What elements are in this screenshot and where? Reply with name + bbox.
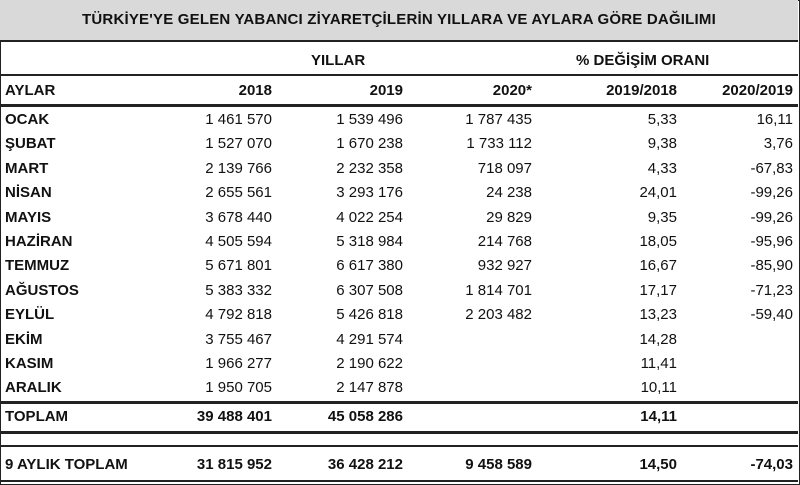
total-row xyxy=(0,405,798,429)
col-header-2019: 2019 xyxy=(369,82,403,99)
month-label: TEMMUZ xyxy=(5,257,70,275)
table-bottom-rule xyxy=(0,480,798,482)
visitors-2018: 1 527 070 xyxy=(205,135,272,153)
visitors-2019: 2 190 622 xyxy=(336,355,403,372)
visitors-2018: 4 792 818 xyxy=(205,306,272,324)
visitors-2020: 1 733 112 xyxy=(466,135,532,153)
visitors-2018: 3 678 440 xyxy=(205,208,272,226)
nine-month-total-row xyxy=(0,453,798,477)
change-2019-2018: 13,23 xyxy=(639,306,677,324)
change-2019-2018: 24,01 xyxy=(639,184,677,202)
visitors-2019: 2 232 358 xyxy=(336,159,403,177)
visitors-2020: 214 768 xyxy=(477,233,532,250)
table-row xyxy=(0,181,798,205)
change-2020-2019: -85,90 xyxy=(750,257,793,275)
visitors-2019: 6 307 508 xyxy=(336,281,403,299)
month-label: NİSAN xyxy=(5,184,52,202)
visitors-2018: 5 671 801 xyxy=(205,257,272,275)
col-header-months: AYLAR xyxy=(5,82,56,99)
years-group-header: YILLAR xyxy=(311,52,366,69)
nine-month-top-rule xyxy=(0,445,798,447)
col-header-2020: 2020* xyxy=(492,82,532,99)
visitors-2019: 5 426 818 xyxy=(336,306,403,324)
change-2020-2019: -67,83 xyxy=(750,159,793,177)
change-2019-2018: 18,05 xyxy=(639,233,677,250)
table-row xyxy=(0,108,798,132)
change-2020-2019: -59,40 xyxy=(750,306,793,324)
table-row xyxy=(0,376,798,400)
table-row xyxy=(0,352,798,376)
visitors-2018: 2 655 561 xyxy=(205,184,272,202)
col-header-change-2019-2018: 2019/2018 xyxy=(606,82,677,99)
table-row xyxy=(0,328,798,352)
table-row xyxy=(0,303,798,327)
visitors-2020: 932 927 xyxy=(477,257,532,275)
table-title: TÜRKİYE'YE GELEN YABANCI ZİYARETÇİLERİN YILLARA VE AYLARA GÖRE DAĞILIMI xyxy=(82,11,716,28)
visitors-2019: 1 670 238 xyxy=(336,135,403,153)
month-label: EKİM xyxy=(5,330,43,348)
visitors-2019: 4 291 574 xyxy=(336,330,403,348)
visitors-2020: 29 829 xyxy=(486,208,532,226)
visitors-2018: 3 755 467 xyxy=(205,330,272,348)
title-bar xyxy=(0,0,798,42)
nine-month-2020: 9 458 589 xyxy=(465,456,532,473)
nine-month-change-2019-2018: 14,50 xyxy=(639,456,677,473)
table-row xyxy=(0,279,798,303)
header-top-rule xyxy=(0,74,798,76)
col-header-2018: 2018 xyxy=(238,82,272,99)
visitors-2020: 1 787 435 xyxy=(465,111,532,128)
visitors-2019: 2 147 878 xyxy=(336,379,403,397)
visitors-2018: 1 950 705 xyxy=(205,379,272,397)
visitors-2020: 718 097 xyxy=(477,159,532,177)
month-label: MAYIS xyxy=(5,208,52,226)
change-2019-2018: 17,17 xyxy=(639,281,677,299)
visitors-2018: 1 966 277 xyxy=(205,355,272,372)
col-header-change-2020-2019: 2020/2019 xyxy=(722,82,793,99)
change-group-header: % DEĞİŞİM ORANI xyxy=(576,52,710,69)
visitors-2020: 24 238 xyxy=(486,184,532,202)
change-2020-2019: -99,26 xyxy=(750,184,793,202)
total-2018: 39 488 401 xyxy=(196,408,272,425)
table-row xyxy=(0,230,798,254)
change-2019-2018: 5,33 xyxy=(647,111,677,128)
month-label: ŞUBAT xyxy=(5,135,56,153)
visitors-2018: 5 383 332 xyxy=(205,281,272,299)
visitors-2019: 4 022 254 xyxy=(336,208,403,226)
visitors-2018: 1 461 570 xyxy=(205,111,272,128)
total-bottom-rule xyxy=(0,431,798,434)
month-label: KASIM xyxy=(5,355,54,372)
change-2020-2019: -95,96 xyxy=(750,233,793,250)
total-label: TOPLAM xyxy=(5,408,69,425)
visitors-2018: 2 139 766 xyxy=(205,159,272,177)
table-row xyxy=(0,157,798,181)
visitors-2018: 4 505 594 xyxy=(205,233,272,250)
month-label: EYLÜL xyxy=(5,306,55,324)
month-label: HAZİRAN xyxy=(5,233,73,250)
change-2020-2019: -99,26 xyxy=(750,208,793,226)
change-2019-2018: 9,38 xyxy=(647,135,677,153)
column-header-row xyxy=(0,79,798,103)
visitors-2020: 1 814 701 xyxy=(465,281,532,299)
change-2020-2019: 3,76 xyxy=(763,135,793,153)
change-2019-2018: 4,33 xyxy=(647,159,677,177)
total-2019: 45 058 286 xyxy=(327,408,403,425)
nine-month-label: 9 AYLIK TOPLAM xyxy=(5,456,128,473)
visitors-2019: 3 293 176 xyxy=(336,184,403,202)
nine-month-2019: 36 428 212 xyxy=(327,456,403,473)
visitors-2019: 5 318 984 xyxy=(336,233,403,250)
visitors-2019: 6 617 380 xyxy=(336,257,403,275)
change-2020-2019: -71,23 xyxy=(750,281,793,299)
change-2020-2019: 16,11 xyxy=(756,111,793,128)
month-label: ARALIK xyxy=(5,379,62,397)
visitors-2019: 1 539 496 xyxy=(336,111,403,128)
nine-month-2018: 31 815 952 xyxy=(196,456,272,473)
change-2019-2018: 10,11 xyxy=(640,379,677,397)
table-row xyxy=(0,254,798,278)
visitors-2020: 2 203 482 xyxy=(465,306,532,324)
change-2019-2018: 16,67 xyxy=(639,257,677,275)
table-row xyxy=(0,206,798,230)
total-top-rule xyxy=(0,401,798,404)
month-label: OCAK xyxy=(5,111,50,128)
change-2019-2018: 14,28 xyxy=(639,330,677,348)
header-bottom-rule xyxy=(0,104,798,107)
month-label: MART xyxy=(5,159,49,177)
table-row xyxy=(0,132,798,156)
change-2019-2018: 11,41 xyxy=(640,355,677,372)
change-2019-2018: 9,35 xyxy=(647,208,677,226)
month-label: AĞUSTOS xyxy=(5,281,79,299)
total-change-2019-2018: 14,11 xyxy=(640,408,677,425)
nine-month-change-2020-2019: -74,03 xyxy=(750,456,793,473)
